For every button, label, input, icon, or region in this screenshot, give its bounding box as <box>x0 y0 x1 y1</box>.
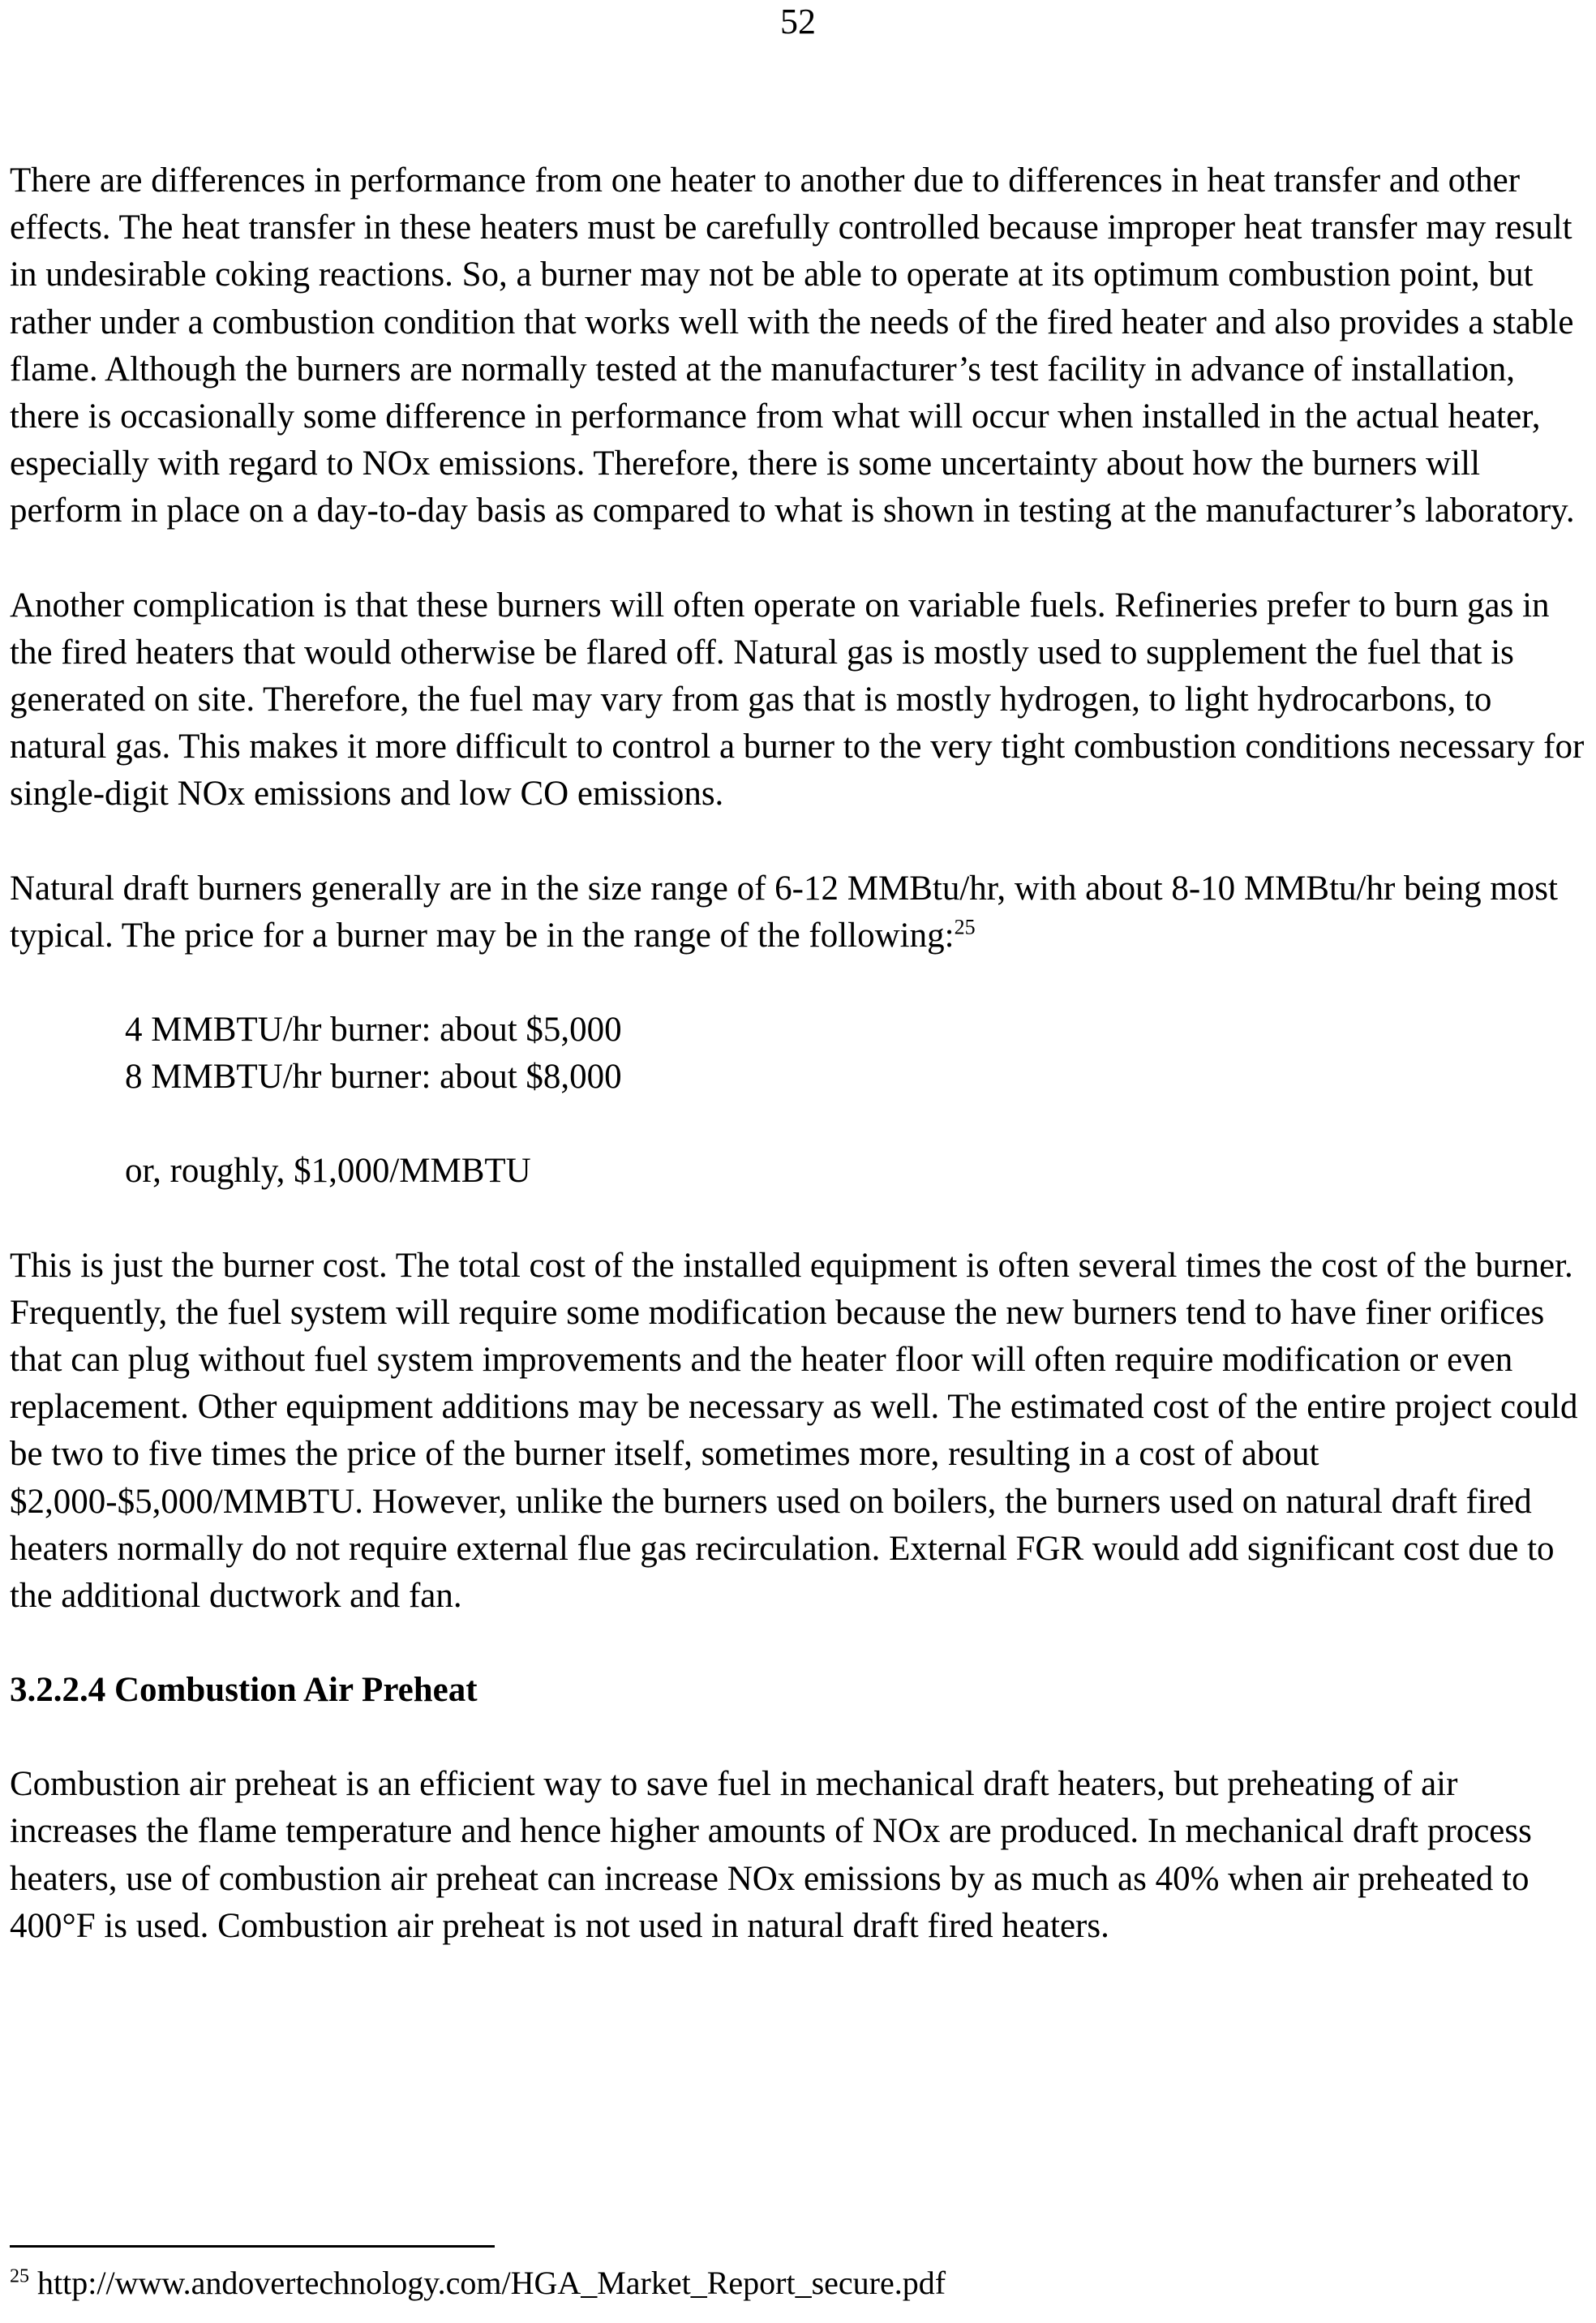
page-number: 52 <box>780 2 816 41</box>
paragraph-spacer <box>10 1714 1588 1761</box>
burner-price-list <box>10 1007 1588 1196</box>
paragraph-spacer <box>10 1196 1588 1243</box>
section-heading: 3.2.2.4 Combustion Air Preheat <box>10 1671 478 1710</box>
paragraph-spacer <box>10 960 1588 1007</box>
paragraph-air-preheat: Combustion air preheat is an efficient way to save fuel in mechanical draft heaters, but preheating of air increases the flame temperature and hence higher amounts of NOx are produced. In mechanical draft process heaters, use of combustion air preheat can increase NOx emissions by as much as 40% when air preheated to 400°F is used. Combustion air preheat is not used in natural draft fired heaters. <box>10 1765 1532 1945</box>
paragraph-spacer <box>10 1620 1588 1667</box>
price-summary: or, roughly, $1,000/MMBTU <box>125 1152 531 1191</box>
price-item-8mmbtu: 8 MMBTU/hr burner: about $8,000 <box>125 1058 622 1097</box>
footnote <box>10 2263 946 2304</box>
paragraph-burner-size <box>10 865 1588 960</box>
paragraph-spacer <box>10 535 1588 582</box>
paragraph-heater-performance: There are differences in performance from one heater to another due to differences in heat transfer and other effects. The heat transfer in these heaters must be carefully controlled because improper heat transfer may result in undesirable coking reactions. So, a burner may not be able to operate at its optimum combustion point, but rather under a combustion condition that works well with the needs of the fired heater and also provides a stable flame. Although the burners are normally tested at the manufacturer’s test facility in advance of installation, there is occasionally some difference in performance from what will occur when installed in the actual heater, especially with regard to NOx emissions. Therefore, there is some uncertainty about how the burners will perform in place on a day-to-day basis as compared to what is shown in testing at the manufacturer’s laboratory. <box>10 161 1575 530</box>
price-list-spacer <box>125 1101 1588 1148</box>
footnote-url: http://www.andovertechnology.com/HGA_Market_Report_secure.pdf <box>37 2265 946 2301</box>
price-item-4mmbtu: 4 MMBTU/hr burner: about $5,000 <box>125 1011 622 1050</box>
paragraph-installed-cost: This is just the burner cost. The total cost of the installed equipment is often several times the cost of the burner. Frequently, the fuel system will require some modification because the new burners tend to have finer orifices that can plug without fuel system improvements and the heater floor will often require modification or even replacement. Other equipment additions may be necessary as well. The estimated cost of the entire project could be two to five times the price of the burner itself, sometimes more, resulting in a cost of about $2,000-$5,000/MMBTU. However, unlike the burners used on boilers, the burners used on natural draft fired heaters normally do not require external flue gas recirculation. External FGR would add significant cost due to the additional ductwork and fan. <box>10 1246 1578 1616</box>
footnote-number: 25 <box>10 2265 29 2287</box>
paragraph-variable-fuels: Another complication is that these burners will often operate on variable fuels. Refineries prefer to burn gas in the fired heaters that would otherwise be flared off. Natural gas is mostly used to supplement the fuel that is generated on site. Therefore, the fuel may vary from gas that is mostly hydrogen, to light hydrocarbons, to natural gas. This makes it more difficult to control a burner to the very tight combustion conditions necessary for single-digit NOx emissions and low CO emissions. <box>10 586 1585 814</box>
page-body <box>10 157 1588 1950</box>
footnote-reference: 25 <box>954 915 976 939</box>
paragraph-spacer <box>10 818 1588 865</box>
footnote-divider <box>10 2245 495 2248</box>
paragraph-burner-size-text: Natural draft burners generally are in the size range of 6-12 MMBtu/hr, with about 8-10 MMBtu/hr being most typical. The price for a burner may be in the range of the following: <box>10 869 1558 955</box>
